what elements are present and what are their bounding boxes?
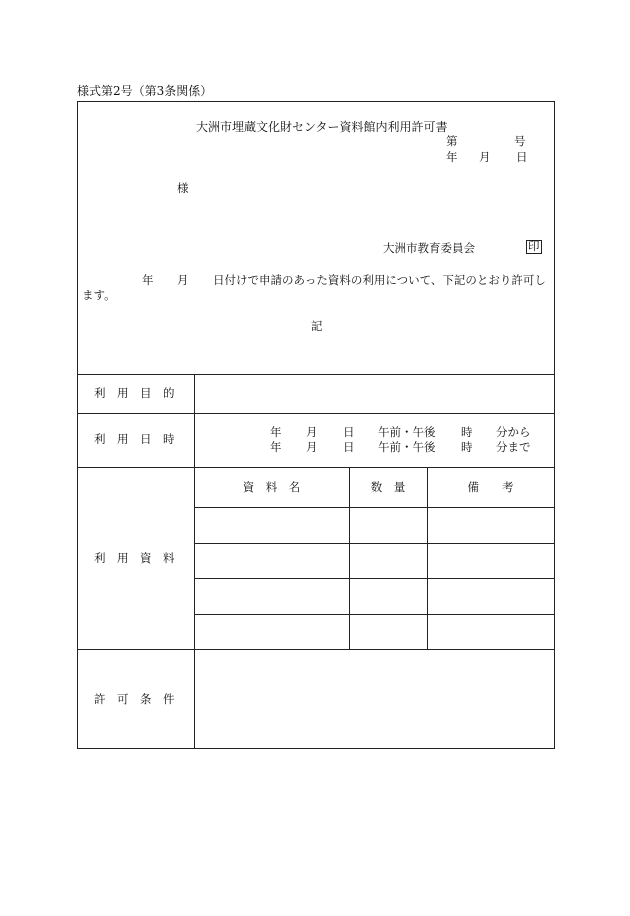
datetime-ampm: 午前・午後 [378, 425, 436, 439]
date-year: 年 [446, 150, 458, 164]
permit-form [77, 101, 555, 749]
datetime-year: 年 [270, 425, 282, 439]
form-title: 大洲市埋蔵文化財センター資料館内利用許可書 [196, 120, 448, 134]
remarks-column-left [427, 467, 428, 649]
materials-label: 利 用 資 料 [94, 551, 175, 565]
purpose-label: 利 用 目 的 [94, 386, 175, 400]
materials-name-header: 資 料 名 [242, 480, 301, 494]
divider-conditions-top [78, 649, 554, 650]
datetime-day: 日 [343, 440, 355, 454]
number-suffix: 号 [514, 134, 526, 148]
datetime-day: 日 [343, 425, 355, 439]
materials-quantity-header: 数 量 [370, 480, 406, 494]
materials-row-divider [194, 543, 554, 544]
divider-materials-top [78, 467, 554, 468]
body-text-line2: ます。 [82, 288, 116, 302]
materials-row-divider [194, 614, 554, 615]
divider-datetime-top [78, 413, 554, 414]
body-text-line1: 日付けで申請のあった資料の利用について、下記のとおり許可し [213, 273, 546, 287]
materials-remarks-header: 備 考 [467, 480, 514, 494]
label-column-divider [194, 374, 195, 748]
datetime-month: 月 [306, 425, 318, 439]
materials-row-divider [194, 578, 554, 579]
datetime-hour: 時 [461, 440, 473, 454]
date-day: 日 [516, 150, 528, 164]
datetime-ampm: 午前・午後 [378, 440, 436, 454]
ki-heading: 記 [311, 319, 323, 333]
divider-purpose-top [78, 374, 554, 375]
quantity-column-left [349, 467, 350, 649]
addressee-suffix: 様 [177, 181, 189, 195]
datetime-hour: 時 [461, 425, 473, 439]
issuer-name: 大洲市教育委員会 [383, 241, 475, 255]
date-month: 月 [479, 150, 491, 164]
body-year: 年 [142, 273, 154, 287]
datetime-minute: 分から [496, 425, 531, 439]
materials-row-divider [194, 507, 554, 508]
conditions-label: 許 可 条 件 [94, 692, 175, 706]
datetime-year: 年 [270, 440, 282, 454]
form-number-label: 様式第2号（第3条関係） [77, 84, 213, 98]
datetime-minute: 分まで [496, 440, 531, 454]
datetime-month: 月 [306, 440, 318, 454]
seal-mark: 印 [528, 239, 540, 253]
datetime-label: 利 用 日 時 [94, 432, 175, 446]
body-month: 月 [177, 273, 189, 287]
number-prefix: 第 [446, 134, 458, 148]
